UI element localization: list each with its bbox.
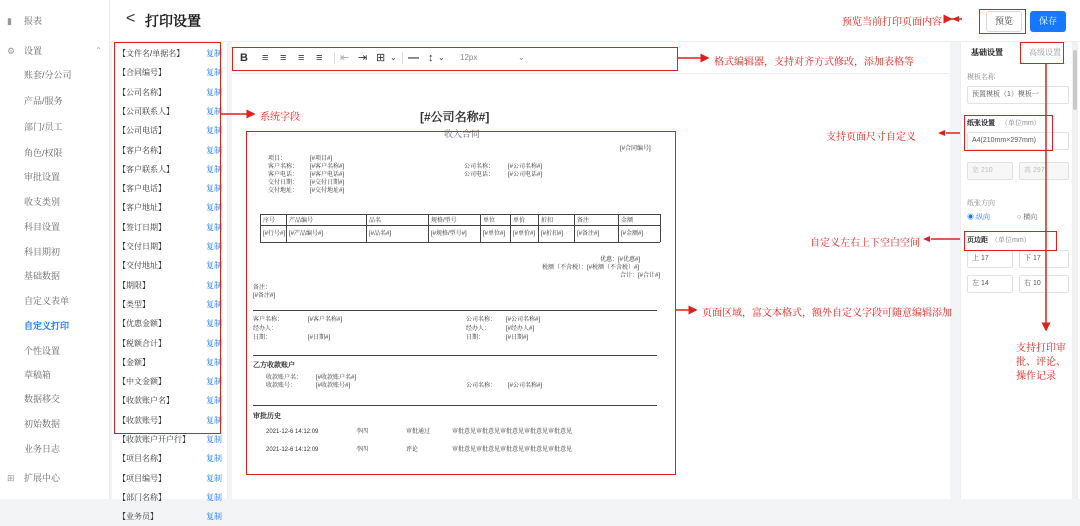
margin-label: 页边距 — [967, 237, 988, 244]
info-label: 客户名称： — [268, 164, 299, 170]
field-name: 【公司联系人】 — [118, 106, 174, 116]
annotation-box-preview — [979, 9, 1026, 34]
sidebar-item-label: 个性设置 — [24, 346, 61, 356]
margin-left-field[interactable] — [967, 275, 1013, 293]
field-name: 【业务员】 — [118, 512, 158, 522]
history-comment: 审批意见审批意见审批意见审批意见审批意见 — [452, 447, 573, 453]
info-value: [#公司名称#] — [508, 164, 543, 170]
portrait-label: 纵向 — [975, 214, 990, 221]
sign-label: 日期： — [466, 335, 485, 341]
sidebar-item-label: 科目期初 — [24, 247, 61, 257]
copy-link[interactable]: 复制 — [206, 126, 222, 136]
bold-button[interactable]: B — [240, 52, 248, 64]
sidebar-item-label: 数据移交 — [24, 394, 61, 404]
margin-right-label: 右 — [1024, 280, 1031, 287]
copy-link[interactable]: 复制 — [206, 164, 222, 174]
sidebar-item-label: 自定义表单 — [24, 296, 70, 306]
sidebar-item[interactable] — [0, 415, 110, 433]
height-field[interactable] — [1019, 162, 1069, 180]
width-value: 210 — [980, 167, 993, 174]
sidebar-item-label: 收支类别 — [24, 197, 61, 207]
table-cell: [#行号#] — [263, 231, 286, 237]
sidebar-item-label: 报表 — [24, 16, 43, 26]
copy-link[interactable]: 复制 — [206, 145, 222, 155]
field-name: 【收款账号】 — [118, 415, 166, 425]
copy-link[interactable]: 复制 — [206, 87, 222, 97]
field-name: 【公司名称】 — [118, 87, 166, 97]
sidebar-item[interactable] — [0, 42, 110, 60]
info-value: [#交付地址#] — [310, 188, 345, 194]
table-header: 单位 — [483, 218, 496, 224]
field-name: 【交付地址】 — [118, 261, 166, 271]
sidebar-item[interactable] — [0, 66, 110, 84]
table-header: 备注 — [577, 218, 590, 224]
history-user: 李四 — [356, 447, 369, 453]
contract-number: [#合同编号] — [620, 146, 651, 152]
history-action: 评论 — [406, 447, 419, 453]
copy-link[interactable]: 复制 — [206, 473, 222, 483]
account-value: [#公司名称#] — [508, 383, 543, 389]
horizontal-rule-icon[interactable]: — — [408, 52, 419, 64]
paper-label: 纸张设置 — [967, 120, 995, 127]
grid-icon: ⊞ — [7, 473, 15, 483]
field-name: 【交付日期】 — [118, 242, 166, 251]
sidebar-item[interactable] — [0, 469, 110, 487]
sidebar-item-label: 账套/分公司 — [24, 70, 72, 80]
field-name: 【金额】 — [118, 357, 150, 367]
account-label: 收款账号： — [266, 383, 297, 389]
annotation-paper: 支持页面尺寸自定义 — [826, 132, 916, 143]
field-name: 【客户联系人】 — [118, 164, 174, 174]
field-name: 【期限】 — [118, 280, 150, 290]
sidebar-item[interactable] — [0, 118, 110, 136]
gear-icon: ⚙ — [7, 46, 16, 56]
save-button[interactable]: 保存 — [1030, 11, 1066, 32]
field-name: 【税额合计】 — [118, 338, 166, 348]
align-left-icon[interactable]: ≡ — [262, 52, 269, 64]
sidebar-item[interactable] — [0, 168, 110, 186]
table-cell: [#产品编号#] — [289, 231, 324, 237]
tab-advanced-settings[interactable]: 高级设置 — [1029, 48, 1061, 57]
field-name: 【客户地址】 — [118, 203, 166, 213]
table-cell: [#单价#] — [513, 231, 536, 237]
landscape-label: 横向 — [1023, 214, 1038, 221]
copy-link[interactable]: 复制 — [206, 492, 222, 502]
field-item[interactable] — [118, 470, 222, 488]
margin-top-value: 17 — [980, 255, 989, 262]
paper-unit: （单位mm） — [1001, 120, 1041, 127]
info-value: [#客户名称#] — [310, 164, 345, 170]
annotation-fields: 系统字段 — [260, 112, 300, 123]
annotation-box-doc — [246, 131, 676, 475]
field-name: 【公司电话】 — [118, 126, 166, 136]
table-header: 单价 — [513, 218, 526, 224]
field-name: 【文件名/单据名】 — [118, 49, 185, 58]
field-item[interactable] — [118, 450, 222, 468]
scrollbar-thumb[interactable] — [1073, 50, 1077, 110]
total-line: 合计：[#合计#] — [620, 273, 661, 279]
template-label: 模板名称 — [967, 74, 995, 81]
sidebar-item-label: 基础数据 — [24, 271, 61, 281]
copy-link[interactable]: 复制 — [206, 415, 222, 425]
preview-button[interactable]: 预览 — [986, 11, 1022, 32]
sidebar-item-label: 自定义打印 — [24, 321, 70, 331]
annotation-margin: 自定义左右上下空白空间 — [810, 238, 920, 249]
sidebar-item-label: 初始数据 — [24, 419, 61, 429]
scrollbar-track[interactable] — [1072, 42, 1078, 499]
template-select[interactable]: 预置模板（1）模板一 — [967, 86, 1069, 104]
align-right-icon[interactable]: ≡ — [298, 52, 305, 64]
margin-right-value: 10 — [1032, 280, 1041, 287]
margin-top-field[interactable] — [967, 250, 1013, 268]
sign-value: [#日期#] — [308, 335, 331, 341]
history-time: 2021-12-6 14:12:09 — [266, 447, 319, 453]
info-label: 项目： — [268, 156, 287, 162]
table-cell: [#单位#] — [483, 231, 506, 237]
portrait-radio[interactable] — [967, 212, 990, 222]
account-title: 乙方收款账户 — [253, 362, 295, 369]
copy-link[interactable]: 复制 — [206, 68, 222, 78]
back-button[interactable]: < — [126, 10, 136, 27]
field-item[interactable] — [118, 508, 222, 526]
sidebar-item-label: 产品/服务 — [24, 96, 63, 106]
tab-basic-settings[interactable]: 基础设置 — [971, 48, 1003, 57]
info-value: [#交付日期#] — [310, 180, 345, 186]
company-name: [#公司名称#] — [420, 110, 490, 124]
table-header: 序号 — [263, 218, 276, 224]
sidebar-item-label: 草稿箱 — [24, 370, 52, 380]
annotation-advanced: 支持打印审批、评论、操作记录 — [1016, 343, 1066, 382]
height-value: 297 — [1032, 167, 1045, 174]
history-time: 2021-12-6 14:12:09 — [266, 429, 319, 435]
account-label: 收款账户名： — [266, 375, 303, 381]
table-header: 规格/型号 — [431, 218, 457, 224]
field-name: 【优惠金额】 — [118, 319, 166, 329]
sign-value: [#公司名称#] — [506, 317, 541, 323]
sidebar-item[interactable] — [0, 292, 110, 310]
sidebar-item[interactable] — [0, 218, 110, 236]
margin-left-label: 左 — [972, 280, 979, 287]
annotation-box-advanced — [1020, 42, 1064, 64]
margin-right-field[interactable] — [1019, 275, 1069, 293]
sidebar-item[interactable] — [0, 366, 110, 384]
copy-link[interactable]: 复制 — [206, 512, 222, 522]
sign-label: 客户名称： — [253, 317, 284, 323]
sidebar-item[interactable] — [0, 193, 110, 211]
sidebar-item[interactable] — [0, 440, 110, 458]
table-dropdown-icon[interactable]: ⌄ — [390, 53, 397, 62]
field-name: 【部门名称】 — [118, 492, 166, 502]
table-cell: [#金额#] — [621, 231, 644, 237]
copy-link[interactable]: 复制 — [206, 435, 222, 444]
sign-value: [#客户名称#] — [308, 317, 343, 323]
annotation-box-margin — [964, 231, 1057, 251]
page-title: 打印设置 — [145, 13, 201, 29]
sidebar-item-label: 业务日志 — [24, 444, 61, 454]
font-size-select[interactable]: 12px — [460, 53, 478, 62]
margin-top-label: 上 — [972, 255, 979, 262]
account-value: [#收款账户名#] — [316, 375, 357, 381]
field-name: 【签订日期】 — [118, 222, 166, 232]
annotation-doc: 页面区域，富文本格式，额外自定义字段可随意编辑添加 — [702, 308, 952, 319]
outdent-icon[interactable]: ⇤ — [340, 52, 350, 64]
annotation-box-toolbar — [232, 47, 678, 71]
sidebar-item[interactable] — [0, 144, 110, 162]
radio-unchecked-icon: ○ — [1017, 214, 1022, 221]
copy-link[interactable]: 复制 — [206, 106, 222, 116]
field-item[interactable] — [118, 489, 222, 507]
history-action: 审批通过 — [406, 429, 431, 435]
field-name: 【中文金额】 — [118, 377, 166, 387]
sidebar-item[interactable] — [0, 267, 110, 285]
copy-link[interactable]: 复制 — [206, 261, 222, 271]
history-title: 审批历史 — [253, 413, 281, 420]
discount-line: 优惠：[#优惠#] — [600, 257, 641, 263]
field-name: 【客户电话】 — [118, 184, 166, 194]
tax-line: 税额（不含税）：[#税额（不含税）#] — [542, 265, 640, 271]
field-name: 【类型】 — [118, 299, 150, 309]
sign-value: [#经办人#] — [506, 326, 535, 332]
info-label: 交付日期： — [268, 180, 299, 186]
account-value: [#收款账号#] — [316, 383, 351, 389]
table-header: 金额 — [621, 218, 634, 224]
info-value: [#客户电话#] — [310, 172, 345, 178]
sign-value: [#日期#] — [506, 335, 529, 341]
remark-value: [#备注#] — [253, 293, 276, 299]
field-name: 【项目编号】 — [118, 473, 166, 483]
info-label: 交付地址： — [268, 188, 299, 194]
copy-link[interactable]: 复制 — [206, 357, 222, 367]
table-header: 品名 — [369, 218, 382, 224]
sidebar-item[interactable] — [0, 317, 110, 335]
copy-link[interactable]: 复制 — [206, 203, 222, 213]
table-icon[interactable]: ⊞ — [376, 52, 386, 64]
field-name: 【收款账户开户行】 — [118, 435, 190, 444]
copy-link[interactable]: 复制 — [206, 319, 222, 329]
sidebar — [0, 0, 110, 499]
sidebar-item[interactable] — [0, 342, 110, 360]
doc-subtitle: 收入合同 — [444, 129, 481, 139]
line-height-icon[interactable]: ↕ — [428, 52, 434, 64]
sidebar-item-label: 设置 — [24, 46, 43, 56]
history-comment: 审批意见审批意见审批意见审批意见审批意见 — [452, 429, 573, 435]
margin-bottom-value: 17 — [1032, 255, 1041, 262]
sidebar-item[interactable] — [0, 243, 110, 261]
paper-size-select[interactable]: A4(210mm×297mm) — [967, 132, 1069, 150]
info-label: 公司名称： — [464, 164, 495, 170]
history-user: 李四 — [356, 429, 369, 435]
sidebar-item-label: 科目设置 — [24, 222, 61, 232]
copy-link[interactable]: 复制 — [206, 242, 222, 251]
copy-link[interactable]: 复制 — [206, 377, 222, 387]
align-justify-icon[interactable]: ≡ — [316, 52, 323, 64]
copy-link[interactable]: 复制 — [206, 49, 222, 58]
sidebar-item[interactable] — [0, 390, 110, 408]
copy-link[interactable]: 复制 — [206, 454, 222, 464]
table-header: 折扣 — [541, 218, 554, 224]
table-cell: [#规格/型号#] — [431, 231, 467, 237]
indent-icon[interactable]: ⇥ — [358, 52, 368, 64]
annotation-box-fields — [114, 42, 221, 434]
remark-label: 备注： — [253, 285, 272, 291]
sidebar-item[interactable] — [0, 12, 110, 30]
sign-label: 日期： — [253, 335, 272, 341]
copy-link[interactable]: 复制 — [206, 222, 222, 232]
copy-link[interactable]: 复制 — [206, 184, 222, 194]
orientation-label: 纸张方向 — [967, 200, 995, 207]
width-field[interactable] — [967, 162, 1013, 180]
copy-link[interactable]: 复制 — [206, 396, 222, 406]
sign-label: 公司名称： — [466, 317, 497, 323]
annotation-box-paper — [964, 115, 1053, 151]
line-height-dropdown-icon[interactable]: ⌄ — [438, 53, 445, 62]
radio-checked-icon: ◉ — [967, 214, 974, 221]
copy-link[interactable]: 复制 — [206, 299, 222, 309]
info-value: [#公司电话#] — [508, 172, 543, 178]
landscape-radio[interactable] — [1017, 212, 1037, 222]
table-cell: [#折扣#] — [541, 231, 564, 237]
field-name: 【收款账户名】 — [118, 396, 174, 406]
field-name: 【客户名称】 — [118, 145, 166, 155]
align-center-icon[interactable]: ≡ — [280, 52, 287, 64]
field-name: 【合同编号】 — [118, 68, 166, 78]
info-label: 公司电话： — [464, 172, 495, 178]
copy-link[interactable]: 复制 — [206, 280, 222, 290]
sign-label: 经办人： — [466, 326, 491, 332]
sidebar-item-label: 扩展中心 — [24, 473, 61, 483]
width-label: 宽 — [972, 167, 979, 174]
field-name: 【项目名称】 — [118, 454, 166, 464]
sign-label: 经办人： — [253, 326, 278, 332]
sidebar-item-label: 部门/员工 — [24, 122, 63, 132]
settings-panel — [960, 42, 1080, 499]
bar-chart-icon: ▮ — [7, 16, 12, 26]
copy-link[interactable]: 复制 — [206, 338, 222, 348]
account-label: 公司名称： — [466, 383, 497, 389]
info-value: [#项目#] — [310, 156, 333, 162]
margin-bottom-field[interactable] — [1019, 250, 1069, 268]
sidebar-item-label: 角色/权限 — [24, 148, 63, 158]
sidebar-item-label: 审批设置 — [24, 172, 61, 182]
annotation-preview: 预览当前打印页面内容 — [842, 17, 942, 28]
annotation-toolbar: 格式编辑器，支持对齐方式修改，添加表格等 — [714, 57, 914, 68]
height-label: 高 — [1024, 167, 1031, 174]
info-label: 客户电话： — [268, 172, 299, 178]
margin-left-value: 14 — [980, 280, 989, 287]
table-cell: [#备注#] — [577, 231, 600, 237]
margin-unit: （单位mm） — [991, 237, 1031, 244]
table-header: 产品编号 — [289, 218, 314, 224]
margin-bottom-label: 下 — [1024, 255, 1031, 262]
font-size-dropdown-icon[interactable]: ⌄ — [518, 53, 525, 62]
sidebar-item[interactable] — [0, 92, 110, 110]
chevron-up-icon[interactable]: ⌃ — [95, 46, 102, 55]
table-cell: [#品名#] — [369, 231, 392, 237]
